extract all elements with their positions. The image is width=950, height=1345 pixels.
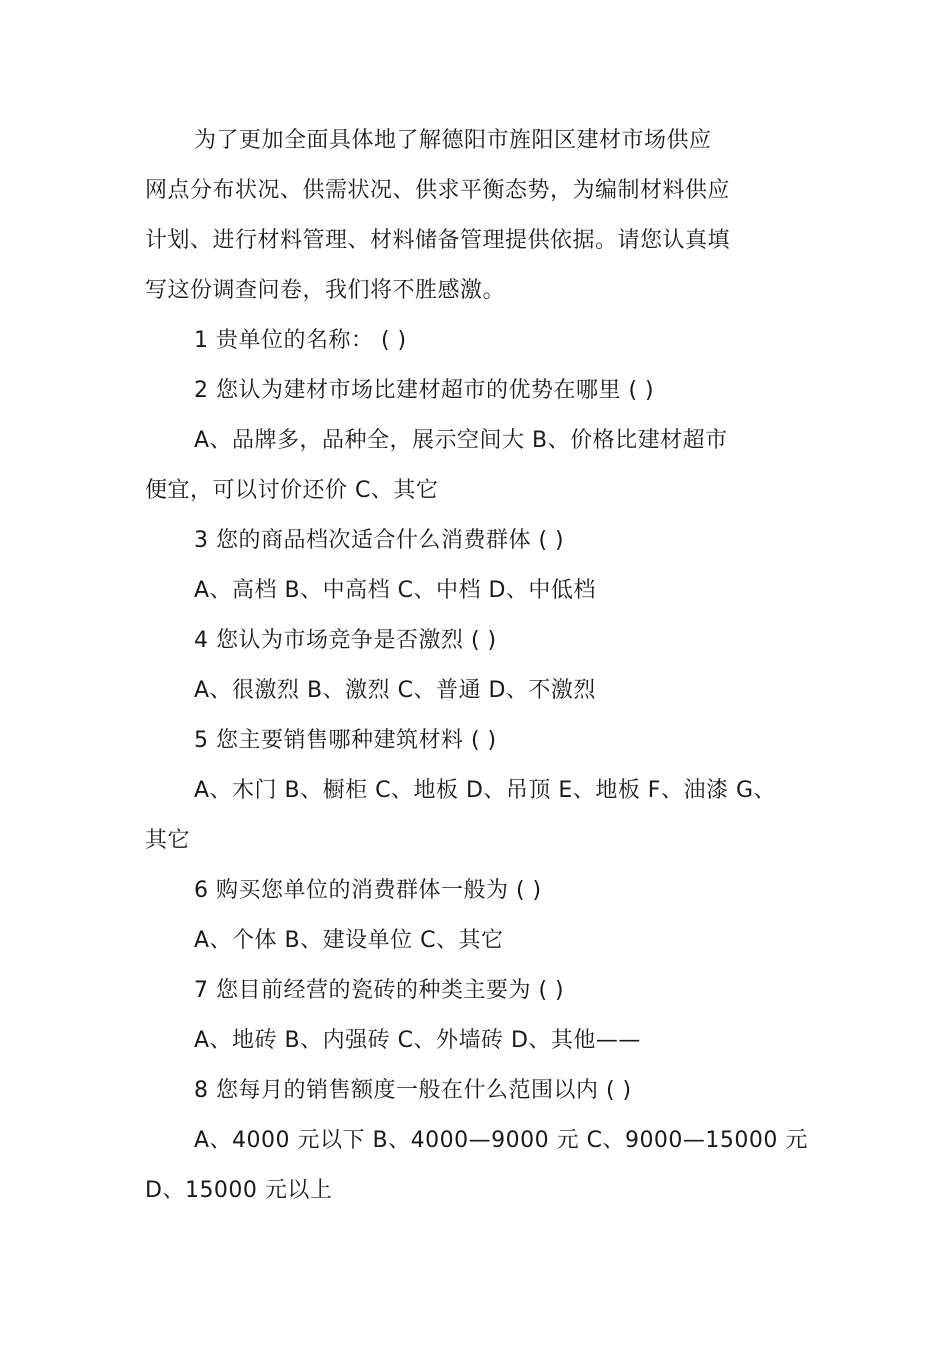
question-8: 8 您每月的销售额度一般在什么范围以内 ( ): [194, 1078, 632, 1103]
question-5-options-line-2: 其它: [145, 828, 191, 853]
question-5-options-line-1: A、木门 B、橱柜 C、地板 D、吊顶 E、地板 F、油漆 G、: [194, 778, 777, 803]
question-6-options: A、个体 B、建设单位 C、其它: [194, 928, 504, 953]
question-4: 4 您认为市场竞争是否激烈 ( ): [194, 628, 497, 653]
question-2-options-line-2: 便宜，可以讨价还价 C、其它: [145, 478, 439, 503]
question-4-options: A、很激烈 B、激烈 C、普通 D、不激烈: [194, 678, 596, 703]
question-7-options: A、地砖 B、内强砖 C、外墙砖 D、其他——: [194, 1028, 641, 1053]
question-6: 6 购买您单位的消费群体一般为 ( ): [194, 878, 542, 903]
question-2-options-line-1: A、品牌多，品种全，展示空间大 B、价格比建材超市: [194, 428, 728, 453]
intro-line-3: 计划、进行材料管理、材料储备管理提供依据。请您认真填: [145, 228, 731, 253]
question-7: 7 您目前经营的瓷砖的种类主要为 ( ): [194, 978, 565, 1003]
intro-line-4: 写这份调查问卷，我们将不胜感激。: [145, 278, 506, 303]
question-3: 3 您的商品档次适合什么消费群体 ( ): [194, 528, 565, 553]
intro-line-2: 网点分布状况、供需状况、供求平衡态势，为编制材料供应: [145, 178, 731, 203]
question-1: 1 贵单位的名称： ( ): [194, 328, 407, 353]
question-8-options-line-1: A、4000 元以下 B、4000—9000 元 C、9000—15000 元: [194, 1128, 808, 1153]
intro-line-1: 为了更加全面具体地了解德阳市旌阳区建材市场供应: [194, 128, 712, 153]
question-2: 2 您认为建材市场比建材超市的优势在哪里 ( ): [194, 378, 655, 403]
question-8-options-line-2: D、15000 元以上: [145, 1178, 333, 1203]
question-3-options: A、高档 B、中高档 C、中档 D、中低档: [194, 578, 596, 603]
question-5: 5 您主要销售哪种建筑材料 ( ): [194, 728, 497, 753]
